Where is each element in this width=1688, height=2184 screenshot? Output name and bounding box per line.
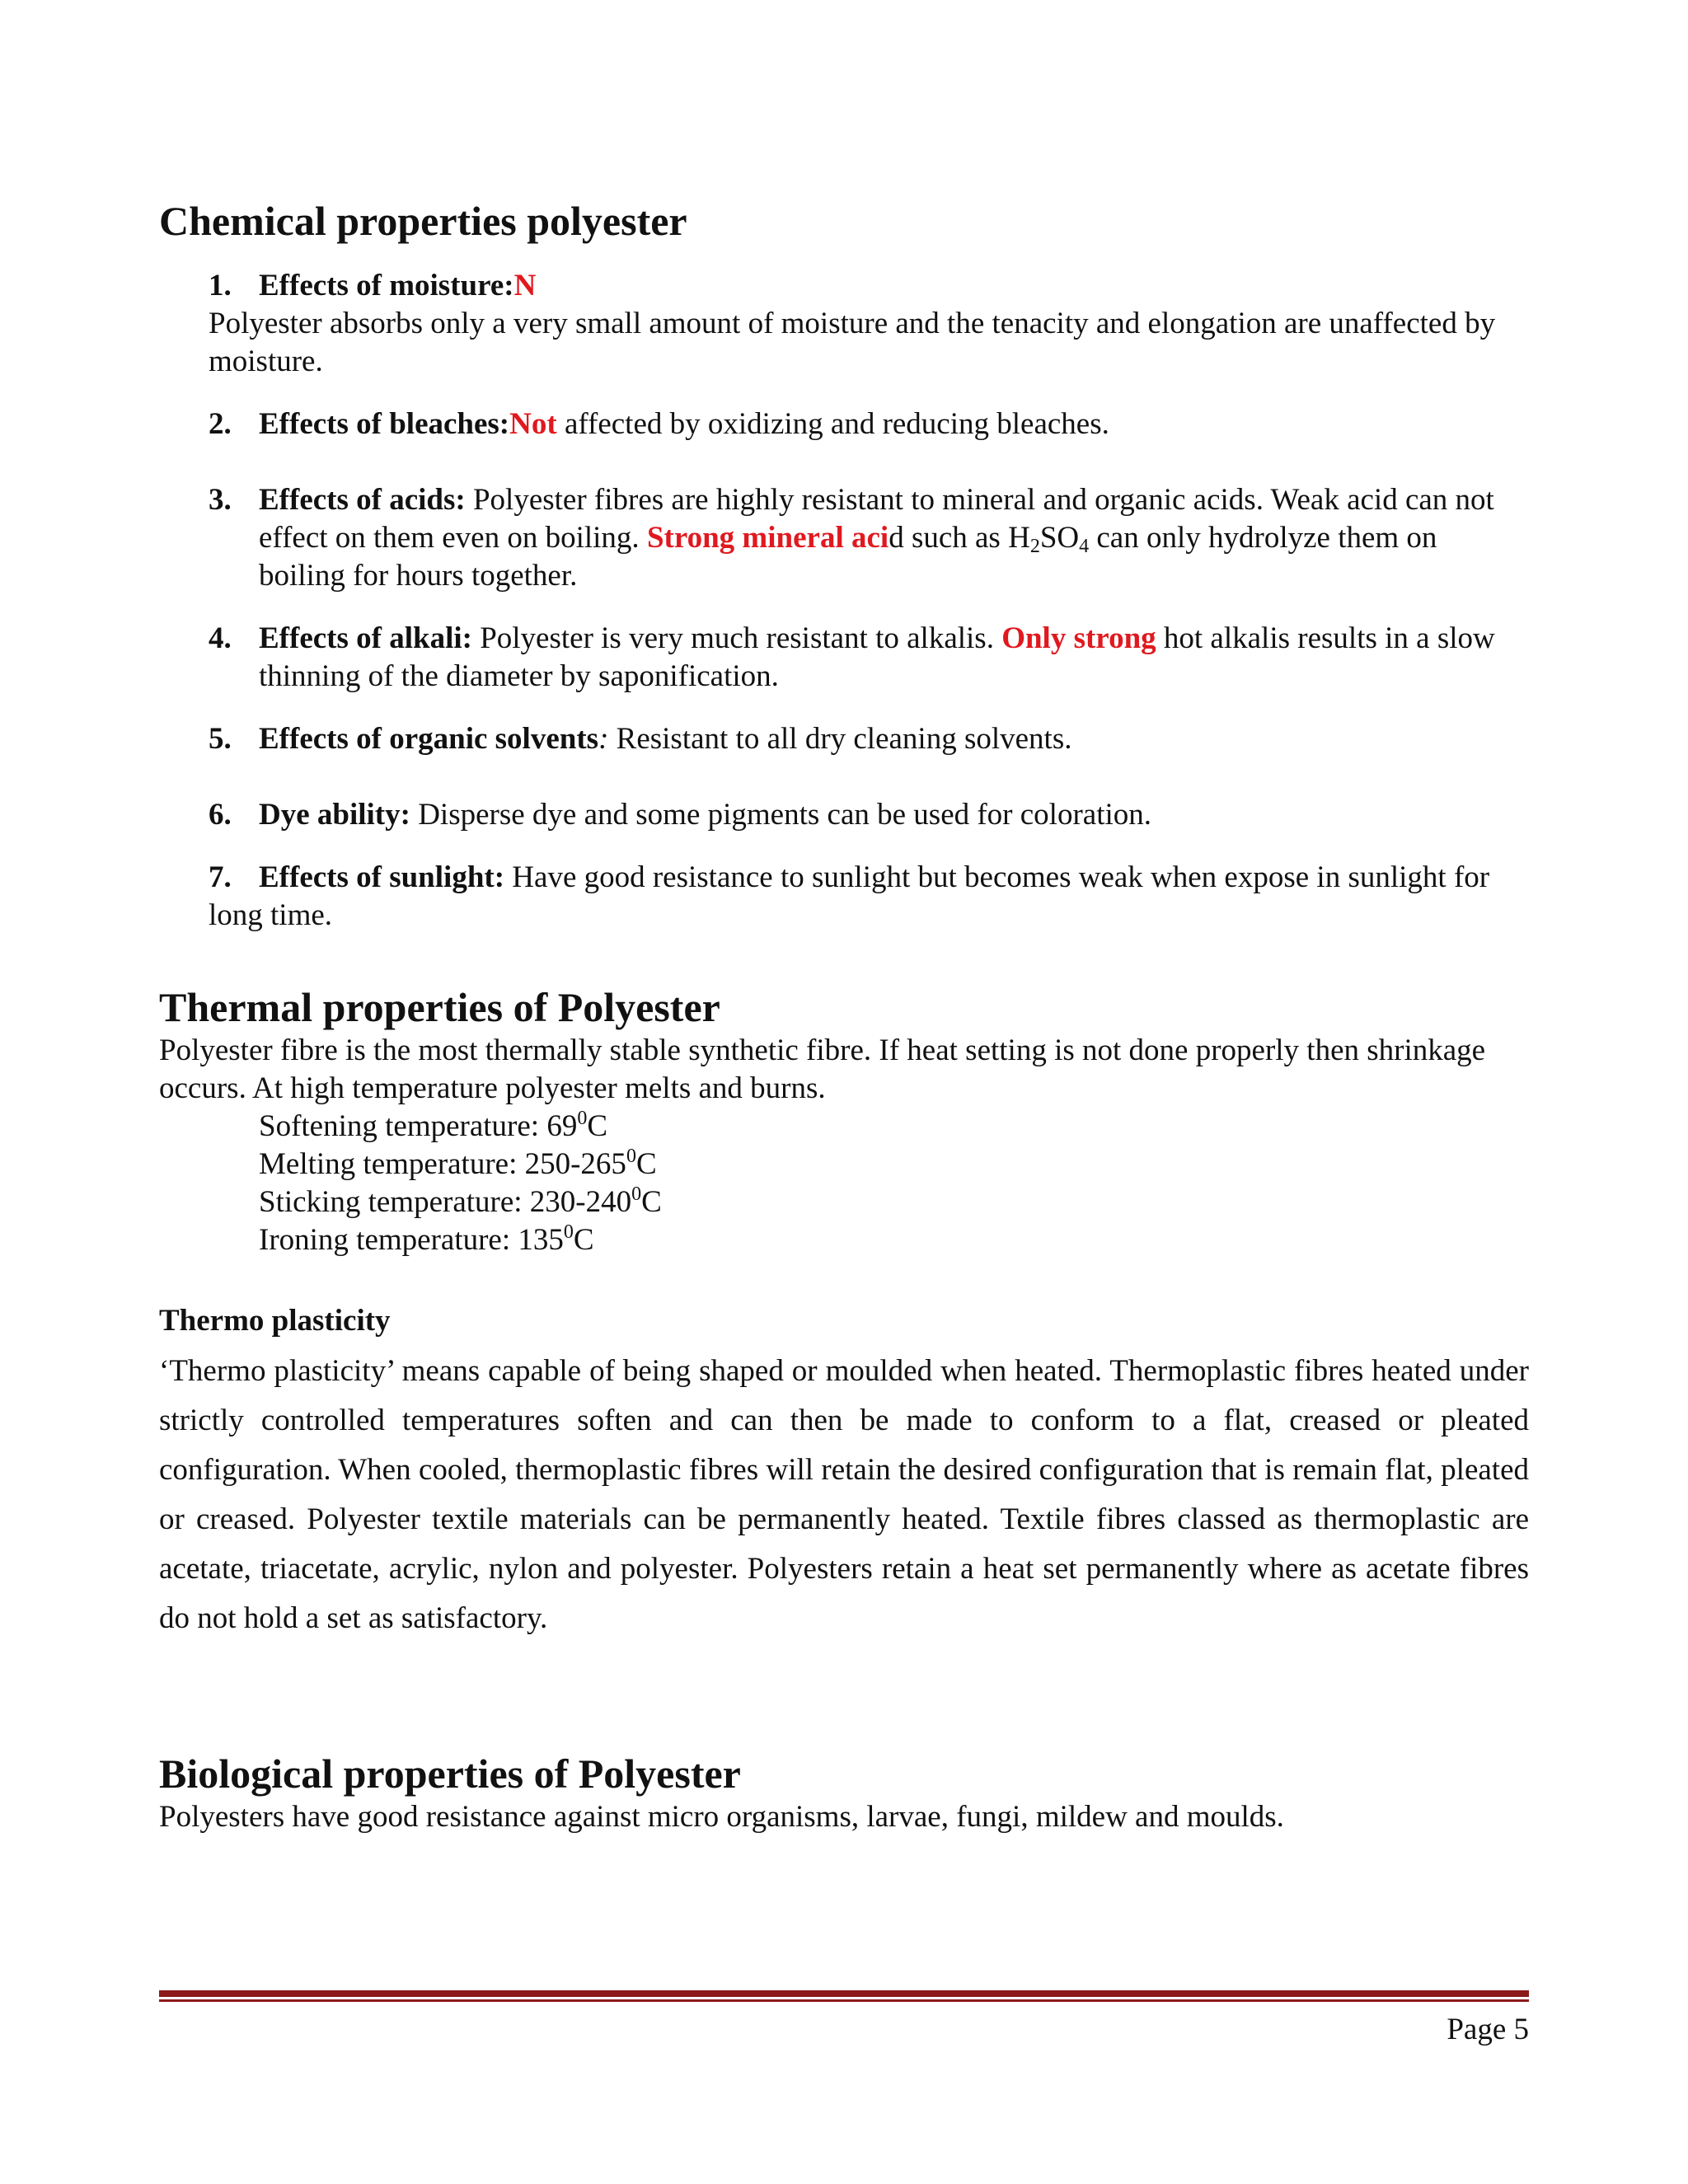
- item-text: Disperse dye and some pigments can be used for coloration.: [410, 798, 1152, 832]
- subscript-4: 4: [1079, 536, 1090, 557]
- thermal-properties-heading: Thermal properties of Polyester: [159, 984, 720, 1030]
- subscript-2: 2: [1029, 536, 1040, 557]
- list-item-alkali: [209, 620, 1529, 696]
- item-text-mid: d such as H: [889, 521, 1030, 555]
- item-number: 1.: [209, 269, 232, 302]
- temperature-ironing: [259, 1221, 1529, 1259]
- temperature-sticking: [259, 1183, 1529, 1221]
- item-highlight: N: [513, 269, 537, 302]
- item-number: 3.: [209, 483, 232, 517]
- item-text-mid2: SO: [1039, 521, 1080, 555]
- list-item-dye-ability: [209, 796, 1529, 834]
- temperature-list: [159, 1108, 1529, 1259]
- item-highlight: Not: [509, 407, 557, 441]
- item-label: Dye ability:: [259, 798, 410, 832]
- item-highlight: Only strong: [1001, 621, 1156, 655]
- item-number: 4.: [209, 621, 232, 655]
- item-text-before: Polyester is very much resistant to alkalis.: [471, 621, 1002, 655]
- item-highlight: Strong mineral aci: [646, 521, 889, 555]
- thermo-plasticity-text: ‘Thermo plasticity’ means capable of being shaped or moulded when heated. Thermoplastic fibres heated under strictly controlled temperatures soften and can then be made to conform to a flat, creased or pleated configuration. When cooled, thermoplastic fibres will retain the desired configuration that is remain flat, pleated or creased. Polyester textile materials can be permanently heated. Textile fibres classed as thermoplastic are acetate, triacetate, acrylic, nylon and polyester. Polyesters retain a heat set permanently where as acetate fibres do not hold a set as satisfactory.: [159, 1354, 1529, 1635]
- temperature-softening: [259, 1108, 1529, 1146]
- item-label: Effects of acids:: [259, 483, 466, 517]
- item-number: 6.: [209, 798, 232, 832]
- temp-unit: C: [635, 1147, 657, 1181]
- item-colon: :: [598, 722, 609, 756]
- degree-sup: 0: [631, 1183, 642, 1205]
- degree-sup: 0: [577, 1108, 588, 1129]
- item-text: affected by oxidizing and reducing bleaches.: [556, 407, 1109, 441]
- list-item-organic-solvents: [209, 720, 1529, 758]
- item-number: 5.: [209, 722, 232, 756]
- temperature-melting: [259, 1146, 1529, 1183]
- temp-label: Sticking temperature: 230-240: [259, 1185, 632, 1219]
- list-item-bleaches: [209, 405, 1529, 443]
- item-label: Effects of organic solvents: [259, 722, 599, 756]
- item-label: Effects of sunlight:: [259, 860, 505, 894]
- footer-rule-thin: [159, 1999, 1529, 2002]
- item-continuation: Polyester absorbs only a very small amount of moisture and the tenacity and elongation are unaffected by moisture.: [209, 307, 1496, 378]
- temp-unit: C: [587, 1109, 608, 1143]
- list-item-acids: [209, 481, 1529, 595]
- page-number: Page 5: [1447, 2013, 1529, 2046]
- item-text-before: Polyester fibres are highly resistant to mineral and organic acids. Weak acid can not effect on them even on boiling.: [259, 483, 1494, 555]
- page-content: [159, 196, 1529, 1836]
- item-number: 2.: [209, 407, 232, 441]
- chemical-properties-list: [159, 267, 1529, 935]
- chemical-properties-heading: Chemical properties polyester: [159, 198, 687, 244]
- temp-label: Softening temperature: 69: [259, 1109, 578, 1143]
- footer-rule-thick: [159, 1990, 1529, 1997]
- degree-sup: 0: [563, 1221, 574, 1243]
- item-text: Have good resistance to sunlight but becomes weak when expose in sunlight for long time.: [209, 860, 1490, 932]
- list-item-moisture: [209, 267, 1529, 381]
- thermo-plasticity-heading: Thermo plasticity: [159, 1304, 391, 1338]
- thermo-plasticity-section: [159, 1302, 1529, 1643]
- item-label: Effects of bleaches:: [259, 407, 510, 441]
- temp-label: Ironing temperature: 135: [259, 1223, 564, 1257]
- temp-unit: C: [573, 1223, 594, 1257]
- item-label: Effects of moisture:: [259, 269, 514, 302]
- temp-label: Melting temperature: 250-265: [259, 1147, 626, 1181]
- item-label: Effects of alkali:: [259, 621, 472, 655]
- item-text-after: hot alkalis results in a slow thinning of the diameter by saponification.: [259, 621, 1495, 693]
- biological-text: Polyesters have good resistance against micro organisms, larvae, fungi, mildew and moulds.: [159, 1800, 1284, 1834]
- list-item-sunlight: [209, 859, 1529, 935]
- biological-properties-heading: Biological properties of Polyester: [159, 1750, 741, 1797]
- degree-sup: 0: [626, 1146, 636, 1167]
- footer-divider: [159, 1990, 1529, 2002]
- item-text-after: can only hydrolyze them on boiling for hours together.: [259, 521, 1437, 593]
- item-text: Resistant to all dry cleaning solvents.: [608, 722, 1072, 756]
- temp-unit: C: [641, 1185, 662, 1219]
- item-number: 7.: [209, 860, 232, 894]
- thermal-intro: Polyester fibre is the most thermally stable synthetic fibre. If heat setting is not done properly then shrinkage occurs. At high temperature polyester melts and burns.: [159, 1033, 1486, 1105]
